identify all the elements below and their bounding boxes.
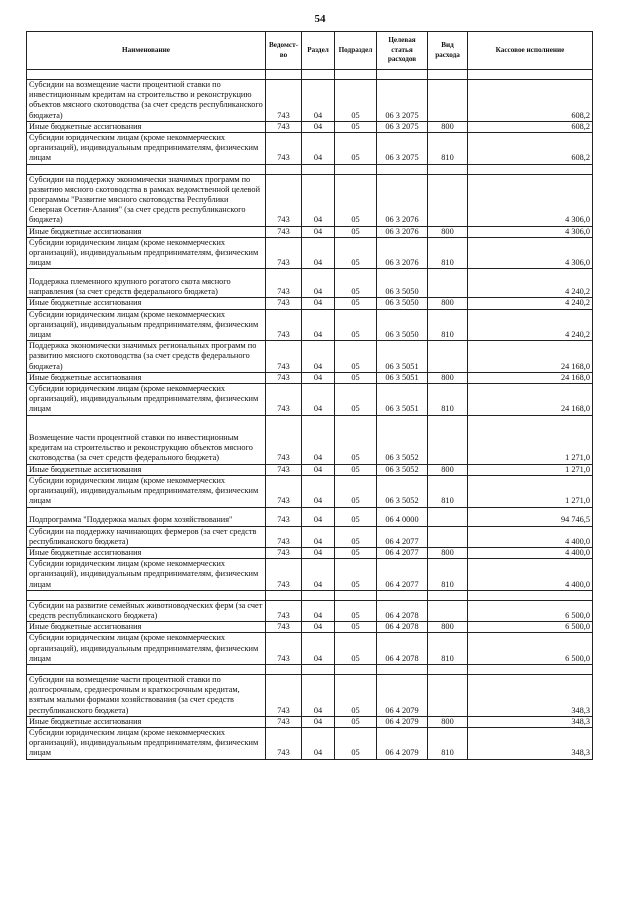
row-name: Субсидии юридическим лицам (кроме некоммерческих организаций), индивидуальным предпринимателям, физическим лицам	[27, 133, 266, 165]
table-row	[27, 80, 593, 122]
page-number: 54	[314, 13, 326, 25]
row-name: Поддержка экономически значимых региональных программ по развитию мясного скотоводства (за счет средств федерального бюджета)	[27, 341, 266, 373]
header-article: Целевая статья расходов	[377, 32, 428, 70]
row-expense-type: 810	[428, 559, 468, 591]
row-subsection: 05	[335, 121, 377, 132]
row-expense-type: 800	[428, 716, 468, 727]
row-dept: 743	[266, 298, 302, 309]
row-section: 04	[302, 547, 335, 558]
row-article: 06 3 2076	[377, 237, 428, 269]
table-row	[27, 415, 593, 464]
row-section: 04	[302, 559, 335, 591]
row-name: Поддержка племенного крупного рогатого скота мясного направления (за счет средств федерального бюджета)	[27, 269, 266, 298]
row-expense-type	[428, 415, 468, 464]
table-row	[27, 475, 593, 507]
row-amount: 4 240,2	[468, 269, 593, 298]
row-subsection: 05	[335, 237, 377, 269]
row-dept: 743	[266, 226, 302, 237]
row-section: 04	[302, 600, 335, 621]
row-name: Иные бюджетные ассигнования	[27, 622, 266, 633]
row-amount: 4 240,2	[468, 309, 593, 341]
row-article: 06 4 2077	[377, 559, 428, 591]
row-dept: 743	[266, 727, 302, 759]
row-amount: 6 500,0	[468, 600, 593, 621]
row-section: 04	[302, 372, 335, 383]
row-section: 04	[302, 633, 335, 665]
row-expense-type	[428, 507, 468, 526]
row-section: 04	[302, 269, 335, 298]
row-dept: 743	[266, 716, 302, 727]
row-name: Субсидии на поддержку начинающих фермеров (за счет средств республиканского бюджета)	[27, 526, 266, 547]
row-section: 04	[302, 716, 335, 727]
row-subsection: 05	[335, 464, 377, 475]
row-section: 04	[302, 727, 335, 759]
table-row	[27, 464, 593, 475]
header-amount: Кассовое исполнение	[468, 32, 593, 70]
row-name: Субсидии юридическим лицам (кроме некоммерческих организаций), индивидуальным предпринимателям, физическим лицам	[27, 633, 266, 665]
row-name: Иные бюджетные ассигнования	[27, 226, 266, 237]
table-row	[27, 622, 593, 633]
table-row	[27, 298, 593, 309]
row-subsection: 05	[335, 372, 377, 383]
table-row	[27, 121, 593, 132]
table-row	[27, 226, 593, 237]
row-subsection: 05	[335, 507, 377, 526]
table-row	[27, 372, 593, 383]
row-section: 04	[302, 298, 335, 309]
row-dept: 743	[266, 174, 302, 226]
row-name: Субсидии на возмещение части процентной ставки по долгосрочным, среднесрочным и краткосрочным кредитам, взятым малыми формами хозяйствования (за счет средств республиканского бюджета)	[27, 674, 266, 716]
row-section: 04	[302, 121, 335, 132]
row-name: Возмещение части процентной ставки по инвестиционным кредитам на строительство и реконструкцию объектов мясного скотоводства (за счет средств федерального бюджета)	[27, 415, 266, 464]
row-amount: 4 400,0	[468, 547, 593, 558]
row-amount: 24 168,0	[468, 384, 593, 416]
row-article: 06 4 2078	[377, 622, 428, 633]
row-dept: 743	[266, 415, 302, 464]
row-expense-type: 800	[428, 547, 468, 558]
table-row	[27, 507, 593, 526]
row-expense-type: 800	[428, 298, 468, 309]
row-name: Субсидии юридическим лицам (кроме некоммерческих организаций), индивидуальным предпринимателям, физическим лицам	[27, 475, 266, 507]
row-dept: 743	[266, 464, 302, 475]
table-row	[27, 269, 593, 298]
row-expense-type: 800	[428, 622, 468, 633]
header-name: Наименование	[27, 32, 266, 70]
row-name: Иные бюджетные ассигнования	[27, 372, 266, 383]
row-subsection: 05	[335, 415, 377, 464]
row-expense-type	[428, 174, 468, 226]
row-name: Субсидии на поддержку экономически значимых программ по развитию мясного скотоводства в рамках ведомственной целевой программы "Развитие мясного скотоводства Республики Северная Осетия-Алания" (за счет средств республиканского бюджета)	[27, 174, 266, 226]
header-expense-type: Вид расхода	[428, 32, 468, 70]
row-amount: 4 400,0	[468, 526, 593, 547]
table-header-row	[27, 32, 593, 70]
row-name: Иные бюджетные ассигнования	[27, 716, 266, 727]
row-section: 04	[302, 133, 335, 165]
table-row	[27, 674, 593, 716]
table-row	[27, 559, 593, 591]
header-subsection: Подраздел	[335, 32, 377, 70]
row-expense-type	[428, 526, 468, 547]
row-article: 06 3 2075	[377, 121, 428, 132]
row-amount: 24 168,0	[468, 372, 593, 383]
row-article: 06 3 2075	[377, 133, 428, 165]
table-row	[27, 727, 593, 759]
row-amount: 94 746,5	[468, 507, 593, 526]
row-section: 04	[302, 384, 335, 416]
row-subsection: 05	[335, 633, 377, 665]
row-expense-type	[428, 600, 468, 621]
row-section: 04	[302, 237, 335, 269]
row-subsection: 05	[335, 309, 377, 341]
row-section: 04	[302, 507, 335, 526]
row-name: Подпрограмма "Поддержка малых форм хозяйствования"	[27, 507, 266, 526]
row-expense-type: 800	[428, 121, 468, 132]
row-amount: 608,2	[468, 80, 593, 122]
row-article: 06 3 5050	[377, 298, 428, 309]
row-section: 04	[302, 309, 335, 341]
row-dept: 743	[266, 237, 302, 269]
row-name: Иные бюджетные ассигнования	[27, 298, 266, 309]
row-expense-type: 810	[428, 727, 468, 759]
row-section: 04	[302, 674, 335, 716]
row-amount: 4 306,0	[468, 174, 593, 226]
table-row	[27, 633, 593, 665]
row-article: 06 3 5052	[377, 464, 428, 475]
row-subsection: 05	[335, 384, 377, 416]
row-expense-type: 800	[428, 372, 468, 383]
row-expense-type: 800	[428, 226, 468, 237]
row-name: Иные бюджетные ассигнования	[27, 547, 266, 558]
row-subsection: 05	[335, 226, 377, 237]
row-name: Иные бюджетные ассигнования	[27, 121, 266, 132]
row-article: 06 3 5051	[377, 372, 428, 383]
row-dept: 743	[266, 133, 302, 165]
row-expense-type	[428, 674, 468, 716]
row-amount: 4 306,0	[468, 226, 593, 237]
row-expense-type	[428, 341, 468, 373]
row-article: 06 4 2079	[377, 727, 428, 759]
row-article: 06 3 5052	[377, 475, 428, 507]
row-amount: 1 271,0	[468, 415, 593, 464]
row-expense-type: 810	[428, 633, 468, 665]
row-amount: 608,2	[468, 121, 593, 132]
row-expense-type: 810	[428, 309, 468, 341]
row-subsection: 05	[335, 547, 377, 558]
table-row	[27, 237, 593, 269]
row-name: Субсидии юридическим лицам (кроме некоммерческих организаций), индивидуальным предпринимателям, физическим лицам	[27, 384, 266, 416]
row-name: Субсидии юридическим лицам (кроме некоммерческих организаций), индивидуальным предпринимателям, физическим лицам	[27, 559, 266, 591]
row-amount: 348,3	[468, 674, 593, 716]
row-subsection: 05	[335, 174, 377, 226]
row-name: Субсидии юридическим лицам (кроме некоммерческих организаций), индивидуальным предпринимателям, физическим лицам	[27, 237, 266, 269]
row-amount: 4 400,0	[468, 559, 593, 591]
row-article: 06 4 2079	[377, 716, 428, 727]
row-subsection: 05	[335, 133, 377, 165]
budget-execution-table	[26, 31, 593, 760]
row-dept: 743	[266, 475, 302, 507]
row-dept: 743	[266, 559, 302, 591]
row-dept: 743	[266, 269, 302, 298]
row-subsection: 05	[335, 727, 377, 759]
table-row	[27, 309, 593, 341]
row-dept: 743	[266, 526, 302, 547]
row-dept: 743	[266, 622, 302, 633]
row-dept: 743	[266, 80, 302, 122]
row-dept: 743	[266, 547, 302, 558]
row-article: 06 3 2076	[377, 174, 428, 226]
row-section: 04	[302, 526, 335, 547]
row-section: 04	[302, 80, 335, 122]
row-section: 04	[302, 226, 335, 237]
row-expense-type: 810	[428, 237, 468, 269]
spacer-row	[27, 590, 593, 600]
row-amount: 24 168,0	[468, 341, 593, 373]
row-amount: 6 500,0	[468, 622, 593, 633]
row-expense-type	[428, 269, 468, 298]
row-amount: 6 500,0	[468, 633, 593, 665]
row-name: Субсидии юридическим лицам (кроме некоммерческих организаций), индивидуальным предпринимателям, физическим лицам	[27, 309, 266, 341]
row-article: 06 4 2077	[377, 526, 428, 547]
row-subsection: 05	[335, 298, 377, 309]
row-subsection: 05	[335, 674, 377, 716]
row-section: 04	[302, 174, 335, 226]
header-section: Раздел	[302, 32, 335, 70]
header-dept: Ведомст-во	[266, 32, 302, 70]
row-subsection: 05	[335, 716, 377, 727]
row-dept: 743	[266, 384, 302, 416]
row-dept: 743	[266, 633, 302, 665]
row-dept: 743	[266, 507, 302, 526]
row-subsection: 05	[335, 475, 377, 507]
row-dept: 743	[266, 372, 302, 383]
row-article: 06 3 2075	[377, 80, 428, 122]
row-dept: 743	[266, 341, 302, 373]
row-subsection: 05	[335, 80, 377, 122]
row-expense-type	[428, 80, 468, 122]
table-row	[27, 384, 593, 416]
spacer-row	[27, 164, 593, 174]
row-expense-type: 810	[428, 133, 468, 165]
table-row	[27, 600, 593, 621]
row-section: 04	[302, 415, 335, 464]
row-dept: 743	[266, 309, 302, 341]
spacer-row	[27, 70, 593, 80]
row-amount: 608,2	[468, 133, 593, 165]
table-row	[27, 133, 593, 165]
row-article: 06 3 5051	[377, 384, 428, 416]
row-article: 06 3 5050	[377, 309, 428, 341]
table-row	[27, 526, 593, 547]
spacer-row	[27, 664, 593, 674]
row-amount: 348,3	[468, 716, 593, 727]
row-article: 06 4 2079	[377, 674, 428, 716]
row-dept: 743	[266, 121, 302, 132]
row-subsection: 05	[335, 600, 377, 621]
row-dept: 743	[266, 674, 302, 716]
row-article: 06 4 0000	[377, 507, 428, 526]
row-amount: 4 306,0	[468, 237, 593, 269]
table-row	[27, 174, 593, 226]
row-name: Субсидии юридическим лицам (кроме некоммерческих организаций), индивидуальным предпринимателям, физическим лицам	[27, 727, 266, 759]
table-body	[27, 70, 593, 760]
row-amount: 1 271,0	[468, 464, 593, 475]
row-subsection: 05	[335, 622, 377, 633]
row-section: 04	[302, 341, 335, 373]
row-name: Субсидии на развитие семейных животноводческих ферм (за счет средств республиканского бюджета)	[27, 600, 266, 621]
table-row	[27, 341, 593, 373]
row-article: 06 4 2078	[377, 633, 428, 665]
row-dept: 743	[266, 600, 302, 621]
row-article: 06 4 2077	[377, 547, 428, 558]
row-section: 04	[302, 622, 335, 633]
row-amount: 4 240,2	[468, 298, 593, 309]
table-row	[27, 716, 593, 727]
row-article: 06 3 2076	[377, 226, 428, 237]
row-expense-type: 810	[428, 384, 468, 416]
row-article: 06 3 5050	[377, 269, 428, 298]
row-section: 04	[302, 464, 335, 475]
row-name: Иные бюджетные ассигнования	[27, 464, 266, 475]
row-subsection: 05	[335, 269, 377, 298]
row-amount: 1 271,0	[468, 475, 593, 507]
row-article: 06 3 5051	[377, 341, 428, 373]
row-article: 06 3 5052	[377, 415, 428, 464]
row-subsection: 05	[335, 526, 377, 547]
table-row	[27, 547, 593, 558]
row-subsection: 05	[335, 341, 377, 373]
row-expense-type: 810	[428, 475, 468, 507]
row-name: Субсидии на возмещение части процентной ставки по инвестиционным кредитам на строительство и реконструкцию объектов мясного скотоводства (за счет средств республиканского бюджета)	[27, 80, 266, 122]
row-amount: 348,3	[468, 727, 593, 759]
row-section: 04	[302, 475, 335, 507]
row-expense-type: 800	[428, 464, 468, 475]
row-article: 06 4 2078	[377, 600, 428, 621]
row-subsection: 05	[335, 559, 377, 591]
